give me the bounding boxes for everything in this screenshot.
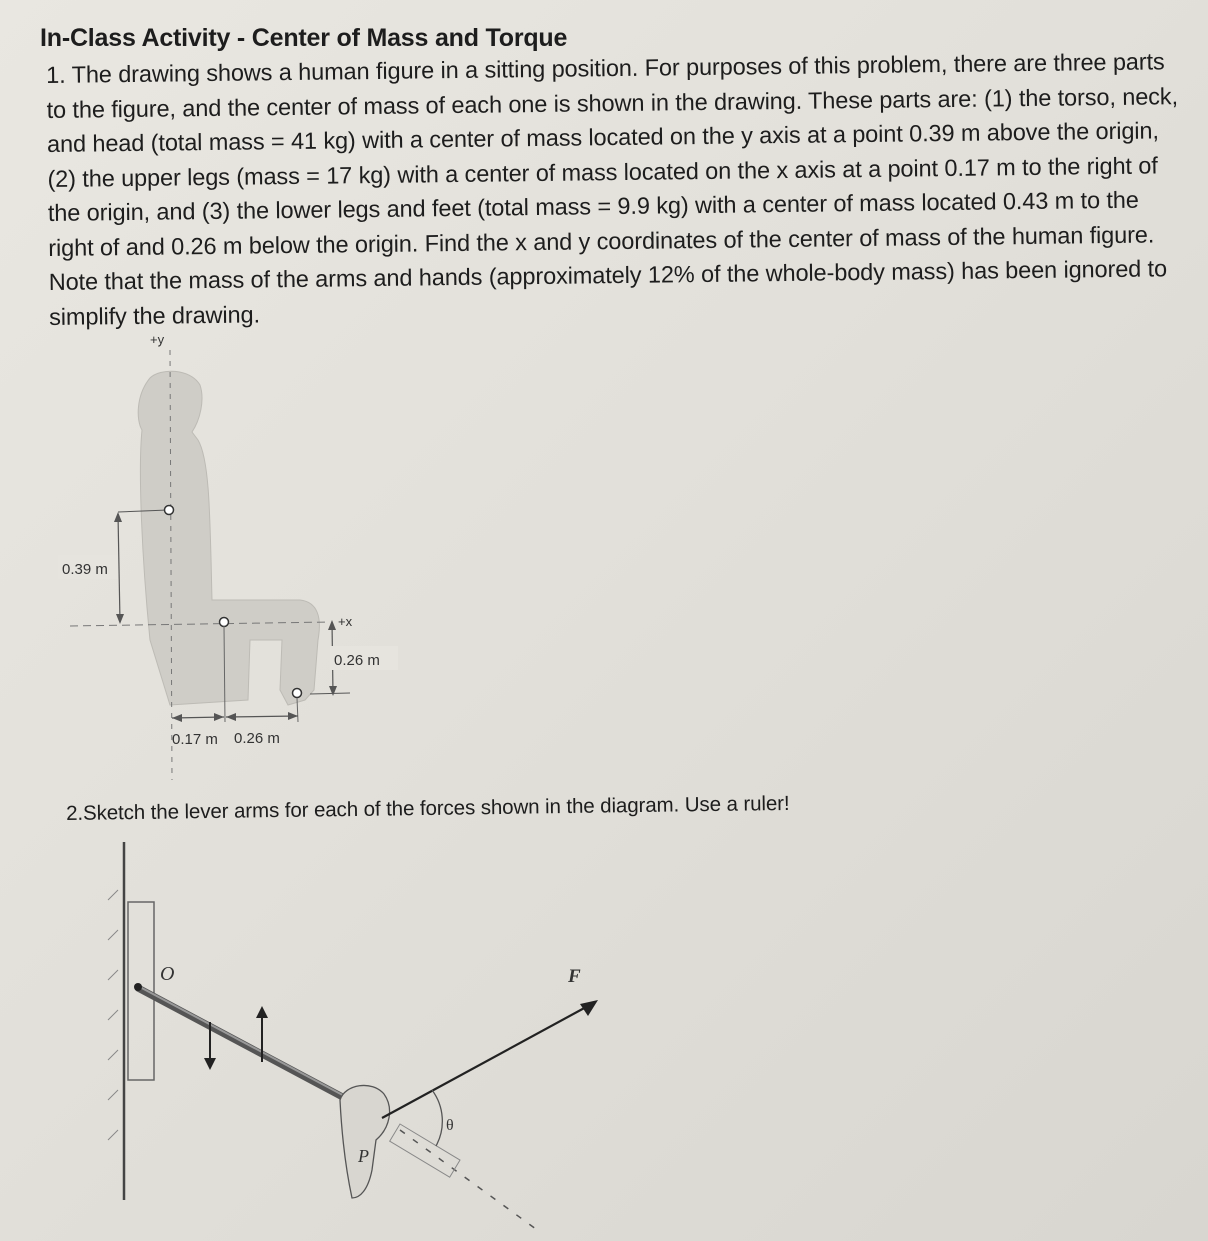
dim-026-horizontal-label: 0.26 m — [234, 730, 280, 747]
dim-017-label: 0.17 m — [172, 731, 218, 748]
force-F-arrow — [382, 1006, 588, 1118]
theta-arc — [432, 1090, 442, 1146]
label-O: O — [160, 963, 175, 985]
rod-extension-dashed — [400, 1130, 540, 1232]
label-F: F — [568, 966, 581, 987]
label-P: P — [358, 1146, 369, 1166]
wall-hatching — [108, 890, 118, 1140]
y-axis-label: +y — [150, 332, 165, 347]
problem-1-text: 1. The drawing shows a human figure in a sitting position. For purposes of this problem, there are three parts to the figure, and the center of mass of each one is shown in the drawing. These parts are: (1) the torso, neck, and head (total mass = 41 kg) with a center of mass located on the y axis at a point 0.39 m above the origin, (2) the upper legs (mass = 17 kg) with a center of mass located on the x axis at a point 0.17 m to the right of the origin, and (3) the lower legs and feet (total mass = 9.9 kg) with a center of mass located 0.43 m to the right of and 0.26 m below the origin. Find the x and y coordinates of the center of mass of the human figure. Note that the mass of the arms and hands (approximately 12% of the whole-body mass) has been ignored to simplify the drawing. — [46, 48, 1179, 330]
page-title: In-Class Activity - Center of Mass and Torque — [40, 24, 568, 52]
dim-026-vertical-label: 0.26 m — [334, 652, 380, 669]
problem-2-text: 2.Sketch the lever arms for each of the forces shown in the diagram. Use a ruler! — [66, 791, 790, 825]
label-theta: θ — [446, 1117, 454, 1134]
dim-039-label: 0.39 m — [62, 561, 108, 578]
pivot-O — [134, 983, 142, 991]
hand-illustration — [340, 1085, 390, 1198]
x-axis-label: +x — [338, 614, 353, 629]
